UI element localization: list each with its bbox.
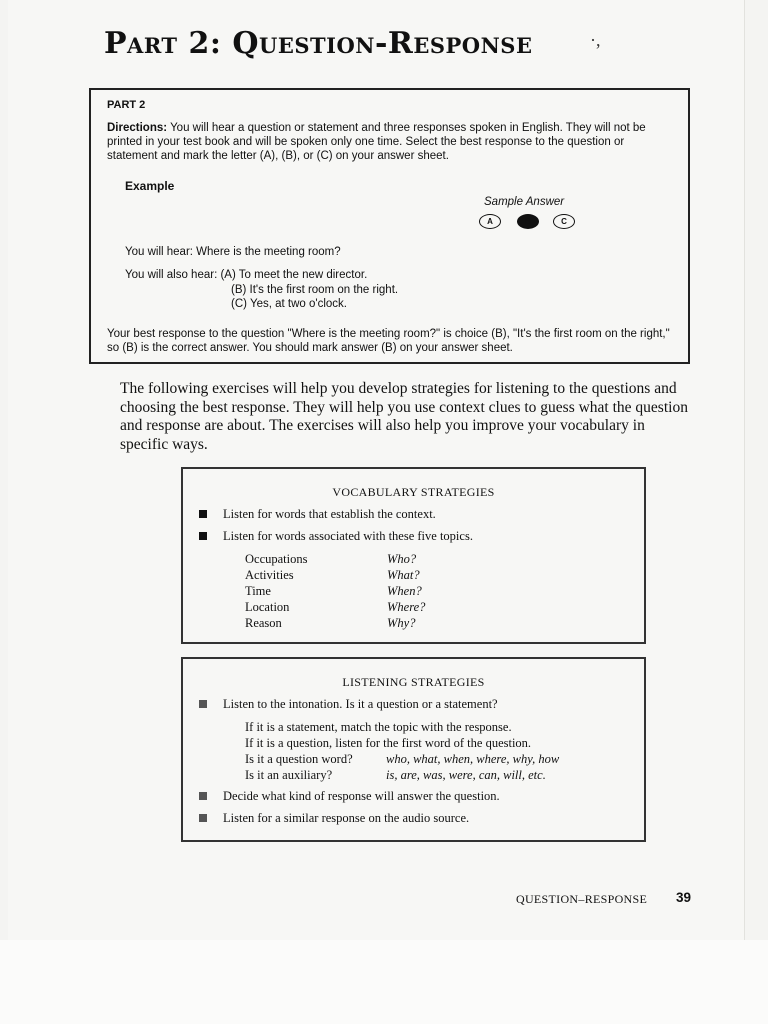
- bullet-square-icon: [199, 532, 207, 540]
- bullet-square-icon: [199, 510, 207, 518]
- you-will-also-hear: You will also hear: (A) To meet the new director.: [125, 269, 368, 281]
- footer-section-label: QUESTION–RESPONSE: [516, 892, 648, 906]
- directions-body: You will hear a question or statement and three responses spoken in English. They will not be printed in your test book and will be spoken only one time. Select the best response to the question or statement and mark the letter (A), (B), or (C) on your answer sheet.: [107, 122, 646, 162]
- page-title: Part 2: Question-Response: [104, 26, 533, 61]
- bullet-square-icon: [199, 792, 207, 800]
- topic-question: Where?: [387, 600, 426, 614]
- example-label: Example: [125, 179, 175, 193]
- listening-strategies-box: [181, 657, 646, 842]
- topic-question: When?: [387, 584, 422, 598]
- directions-text: [107, 121, 675, 163]
- sample-answer-label: Sample Answer: [484, 196, 565, 208]
- sub-line-text: Is it a question word?: [245, 752, 353, 766]
- bullet-square-icon: [199, 814, 207, 822]
- you-will-hear: You will hear: Where is the meeting room?: [125, 246, 341, 258]
- bubble-c: C: [553, 214, 575, 229]
- option-c: (C) Yes, at two o'clock.: [231, 298, 347, 310]
- answer-bubbles: [479, 214, 579, 230]
- listening-bullet-3-text: Listen for a similar response on the audio source.: [223, 811, 470, 825]
- listening-bullet-1: [199, 697, 498, 712]
- listening-bullet-2-text: Decide what kind of response will answer the question.: [223, 789, 500, 803]
- scan-mark: ·,: [590, 30, 601, 50]
- topic-question: Who?: [387, 552, 417, 566]
- sub-line-text: Is it an auxiliary?: [245, 768, 333, 782]
- part2-directions-box: [89, 88, 690, 364]
- vocab-heading: VOCABULARY STRATEGIES: [332, 485, 495, 499]
- topic-name: Occupations: [245, 552, 308, 566]
- intro-paragraph: The following exercises will help you develop strategies for listening to the questions and choosing the best response. They will help you use context clues to guess what the question and response are about. The exercises will also help you improve your vocabulary in specific ways.: [120, 380, 688, 453]
- topic-question: Why?: [387, 616, 416, 630]
- vocab-bullet-1: [199, 507, 436, 522]
- sub-line-text: If it is a question, listen for the first word of the question.: [245, 736, 532, 750]
- topic-name: Time: [245, 584, 271, 598]
- listening-heading: LISTENING STRATEGIES: [342, 675, 485, 689]
- listening-bullet-3: [199, 811, 469, 826]
- sub-line-text: If it is a statement, match the topic with the response.: [245, 720, 512, 734]
- vocab-bullet-2-text: Listen for words associated with these five topics.: [223, 529, 473, 543]
- topic-name: Activities: [245, 568, 294, 582]
- part-label: PART 2: [107, 99, 146, 111]
- bubble-a: A: [479, 214, 501, 229]
- listening-bullet-1-text: Listen to the intonation. Is it a question or a statement?: [223, 697, 498, 711]
- topic-name: Location: [245, 600, 290, 614]
- best-response-explanation: Your best response to the question "Where is the meeting room?" is choice (B), "It's the first room on the right," so (B) is the correct answer. You should mark answer (B) on your answer sheet.: [107, 328, 670, 354]
- sub-line-examples: who, what, when, where, why, how: [386, 752, 560, 766]
- topic-name: Reason: [245, 616, 282, 630]
- vocab-bullet-2: [199, 529, 473, 544]
- listening-bullet-2: [199, 789, 500, 804]
- option-b: (B) It's the first room on the right.: [231, 284, 399, 296]
- page-margin: [0, 940, 768, 1024]
- page-number: 39: [676, 890, 692, 905]
- vocab-bullet-1-text: Listen for words that establish the context.: [223, 507, 436, 521]
- bubble-b-filled: B: [517, 214, 539, 229]
- vocabulary-strategies-box: [181, 467, 646, 644]
- topic-question: What?: [387, 568, 420, 582]
- sub-line-examples: is, are, was, were, can, will, etc.: [386, 768, 546, 782]
- directions-label: Directions:: [107, 122, 168, 134]
- bullet-square-icon: [199, 700, 207, 708]
